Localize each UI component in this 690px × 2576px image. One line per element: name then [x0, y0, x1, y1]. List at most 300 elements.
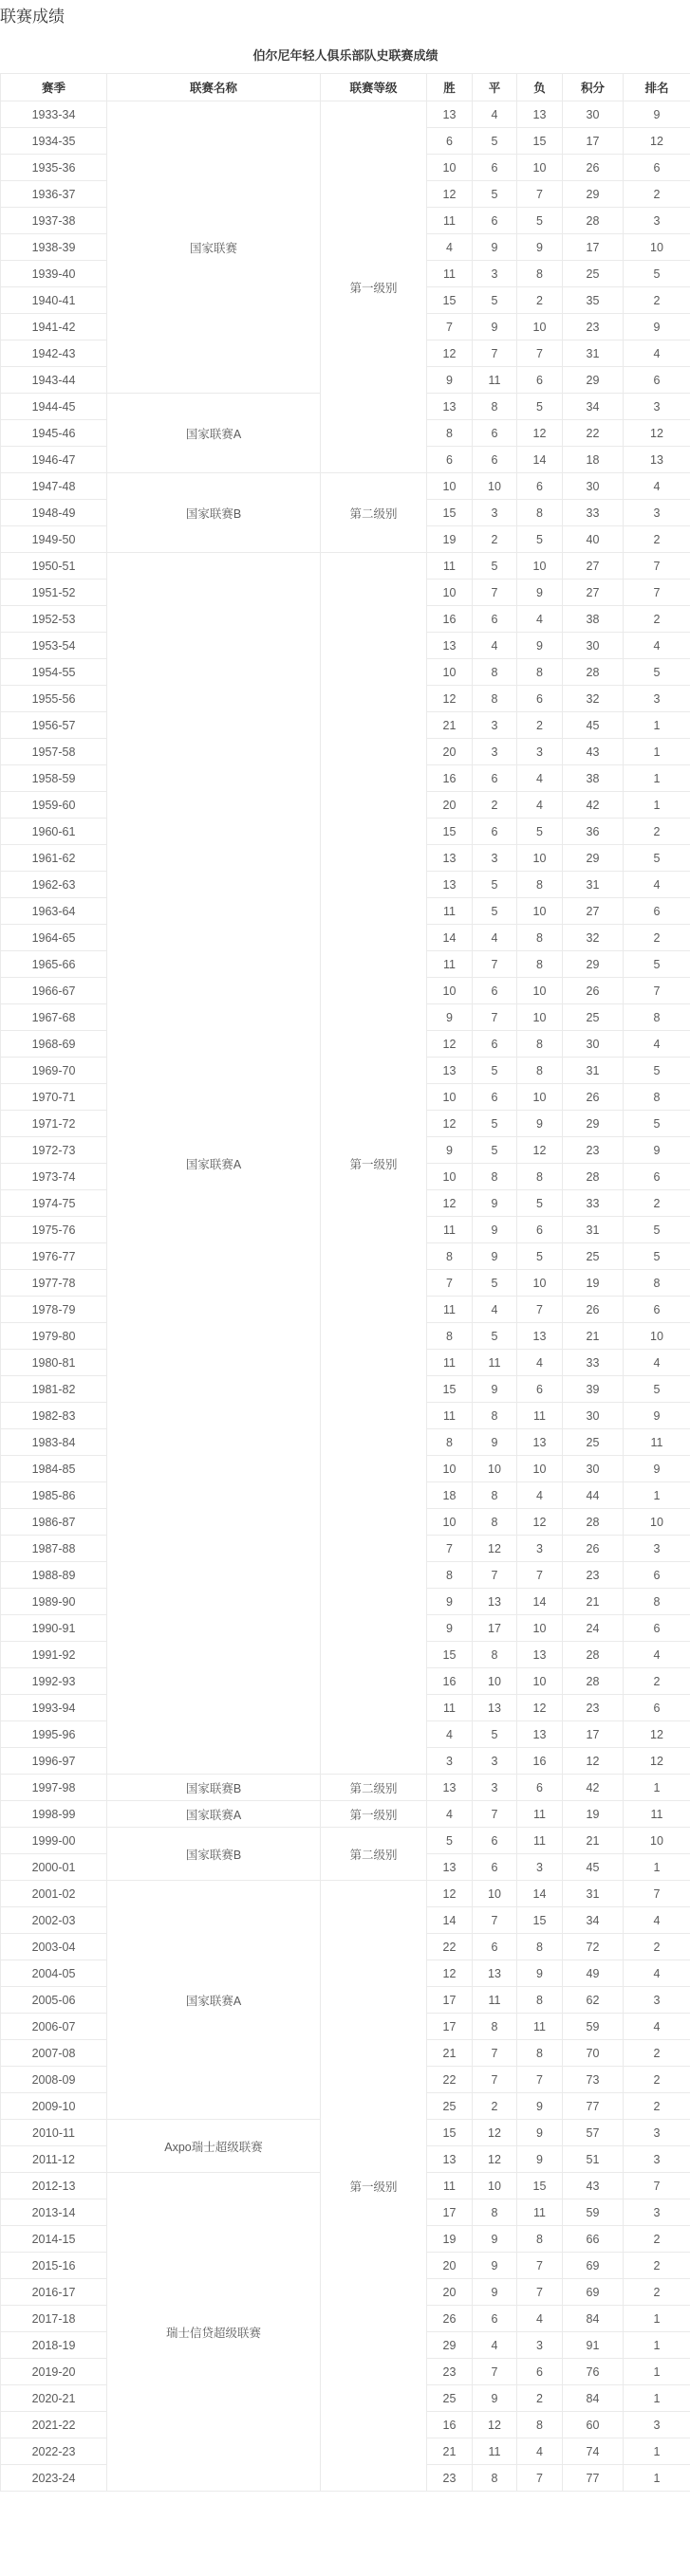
- wins-cell: 6: [427, 447, 473, 473]
- season-cell: 2004-05: [1, 1960, 107, 1987]
- points-cell: 44: [563, 1482, 624, 1509]
- losses-cell: 4: [517, 1482, 563, 1509]
- points-cell: 62: [563, 1987, 624, 2014]
- points-cell: 33: [563, 500, 624, 526]
- rank-cell: 2: [624, 2253, 690, 2279]
- draws-cell: 8: [473, 1403, 517, 1429]
- draws-cell: 8: [473, 1509, 517, 1536]
- losses-cell: 6: [517, 2359, 563, 2385]
- season-cell: 1992-93: [1, 1668, 107, 1695]
- losses-cell: 15: [517, 1907, 563, 1934]
- losses-cell: 5: [517, 819, 563, 845]
- losses-cell: 9: [517, 2093, 563, 2120]
- losses-cell: 6: [517, 686, 563, 712]
- rank-cell: 1: [624, 2438, 690, 2465]
- losses-cell: 11: [517, 1828, 563, 1854]
- points-cell: 28: [563, 1164, 624, 1190]
- draws-cell: 13: [473, 1589, 517, 1615]
- points-cell: 84: [563, 2385, 624, 2412]
- rank-cell: 9: [624, 314, 690, 340]
- draws-cell: 6: [473, 2306, 517, 2332]
- league-name-cell: 国家联赛B: [107, 473, 321, 553]
- wins-cell: 13: [427, 394, 473, 420]
- rank-cell: 6: [624, 1164, 690, 1190]
- losses-cell: 8: [517, 261, 563, 287]
- wins-cell: 17: [427, 1987, 473, 2014]
- wins-cell: 9: [427, 367, 473, 394]
- losses-cell: 6: [517, 1775, 563, 1801]
- season-cell: 1999-00: [1, 1828, 107, 1854]
- season-cell: 1960-61: [1, 819, 107, 845]
- losses-cell: 9: [517, 1111, 563, 1137]
- wins-cell: 15: [427, 500, 473, 526]
- points-cell: 66: [563, 2226, 624, 2253]
- rank-cell: 7: [624, 978, 690, 1004]
- losses-cell: 5: [517, 208, 563, 234]
- rank-cell: 2: [624, 925, 690, 951]
- losses-cell: 8: [517, 2040, 563, 2067]
- losses-cell: 8: [517, 500, 563, 526]
- season-cell: 1946-47: [1, 447, 107, 473]
- season-cell: 2021-22: [1, 2412, 107, 2438]
- wins-cell: 13: [427, 872, 473, 898]
- losses-cell: 7: [517, 1562, 563, 1589]
- points-cell: 33: [563, 1350, 624, 1376]
- rank-cell: 6: [624, 367, 690, 394]
- draws-cell: 4: [473, 1297, 517, 1323]
- rank-cell: 5: [624, 951, 690, 978]
- points-cell: 25: [563, 261, 624, 287]
- losses-cell: 14: [517, 1589, 563, 1615]
- rank-cell: 1: [624, 1775, 690, 1801]
- rank-cell: 10: [624, 1509, 690, 1536]
- season-cell: 2011-12: [1, 2146, 107, 2173]
- losses-cell: 7: [517, 2465, 563, 2492]
- season-cell: 1940-41: [1, 287, 107, 314]
- draws-cell: 12: [473, 2120, 517, 2146]
- losses-cell: 11: [517, 1801, 563, 1828]
- points-cell: 91: [563, 2332, 624, 2359]
- points-cell: 33: [563, 1190, 624, 1217]
- rank-cell: 2: [624, 2093, 690, 2120]
- rank-cell: 8: [624, 1084, 690, 1111]
- points-cell: 31: [563, 1058, 624, 1084]
- rank-cell: 3: [624, 2120, 690, 2146]
- rank-cell: 7: [624, 580, 690, 606]
- page: [0, 6, 690, 2492]
- wins-cell: 11: [427, 1297, 473, 1323]
- draws-cell: 8: [473, 394, 517, 420]
- losses-cell: 14: [517, 1881, 563, 1907]
- points-cell: 39: [563, 1376, 624, 1403]
- points-cell: 28: [563, 208, 624, 234]
- season-cell: 2001-02: [1, 1881, 107, 1907]
- rank-cell: 5: [624, 1376, 690, 1403]
- draws-cell: 8: [473, 1642, 517, 1668]
- points-cell: 51: [563, 2146, 624, 2173]
- draws-cell: 13: [473, 1695, 517, 1721]
- rank-cell: 9: [624, 101, 690, 128]
- draws-cell: 10: [473, 1456, 517, 1482]
- rank-cell: 2: [624, 526, 690, 553]
- rank-cell: 9: [624, 1456, 690, 1482]
- wins-cell: 26: [427, 2306, 473, 2332]
- losses-cell: 7: [517, 1297, 563, 1323]
- rank-cell: 10: [624, 234, 690, 261]
- losses-cell: 8: [517, 659, 563, 686]
- wins-cell: 20: [427, 739, 473, 765]
- league-name-cell: 国家联赛A: [107, 1881, 321, 2120]
- draws-cell: 3: [473, 712, 517, 739]
- table-row: [1, 473, 690, 500]
- rank-cell: 3: [624, 1536, 690, 1562]
- losses-cell: 13: [517, 1323, 563, 1350]
- losses-cell: 8: [517, 2226, 563, 2253]
- draws-cell: 9: [473, 1243, 517, 1270]
- season-cell: 1964-65: [1, 925, 107, 951]
- season-cell: 1997-98: [1, 1775, 107, 1801]
- draws-cell: 6: [473, 1854, 517, 1881]
- draws-cell: 6: [473, 155, 517, 181]
- rank-cell: 10: [624, 1828, 690, 1854]
- draws-cell: 11: [473, 1350, 517, 1376]
- wins-cell: 22: [427, 1934, 473, 1960]
- wins-cell: 8: [427, 1429, 473, 1456]
- wins-cell: 22: [427, 2067, 473, 2093]
- rank-cell: 2: [624, 2067, 690, 2093]
- season-cell: 2017-18: [1, 2306, 107, 2332]
- losses-cell: 10: [517, 1456, 563, 1482]
- draws-cell: 12: [473, 2146, 517, 2173]
- draws-cell: 11: [473, 2438, 517, 2465]
- losses-cell: 3: [517, 2332, 563, 2359]
- league-name-cell: 瑞士信贷超级联赛: [107, 2173, 321, 2492]
- rank-cell: 9: [624, 1403, 690, 1429]
- rank-cell: 4: [624, 1642, 690, 1668]
- rank-cell: 5: [624, 1058, 690, 1084]
- draws-cell: 3: [473, 1775, 517, 1801]
- results-tbody: [1, 101, 690, 2492]
- wins-cell: 11: [427, 951, 473, 978]
- rank-cell: 5: [624, 1217, 690, 1243]
- losses-cell: 13: [517, 1642, 563, 1668]
- rank-cell: 3: [624, 394, 690, 420]
- wins-cell: 29: [427, 2332, 473, 2359]
- points-cell: 60: [563, 2412, 624, 2438]
- points-cell: 22: [563, 420, 624, 447]
- wins-cell: 7: [427, 314, 473, 340]
- losses-cell: 10: [517, 898, 563, 925]
- wins-cell: 12: [427, 686, 473, 712]
- season-cell: 2010-11: [1, 2120, 107, 2146]
- points-cell: 27: [563, 898, 624, 925]
- points-cell: 25: [563, 1243, 624, 1270]
- table-row: [1, 1801, 690, 1828]
- league-name-cell: 国家联赛B: [107, 1775, 321, 1801]
- points-cell: 21: [563, 1828, 624, 1854]
- wins-cell: 23: [427, 2359, 473, 2385]
- rank-cell: 6: [624, 898, 690, 925]
- rank-cell: 2: [624, 1934, 690, 1960]
- draws-cell: 7: [473, 1004, 517, 1031]
- draws-cell: 6: [473, 978, 517, 1004]
- rank-cell: 2: [624, 287, 690, 314]
- losses-cell: 10: [517, 978, 563, 1004]
- draws-cell: 6: [473, 420, 517, 447]
- points-cell: 38: [563, 606, 624, 633]
- losses-cell: 7: [517, 2279, 563, 2306]
- rank-cell: 1: [624, 2465, 690, 2492]
- draws-cell: 9: [473, 2253, 517, 2279]
- wins-cell: 9: [427, 1615, 473, 1642]
- column-header-losses: 负: [517, 74, 563, 101]
- draws-cell: 7: [473, 340, 517, 367]
- draws-cell: 5: [473, 1058, 517, 1084]
- rank-cell: 2: [624, 1190, 690, 1217]
- points-cell: 40: [563, 526, 624, 553]
- rank-cell: 2: [624, 606, 690, 633]
- losses-cell: 3: [517, 1854, 563, 1881]
- rank-cell: 8: [624, 1270, 690, 1297]
- losses-cell: 10: [517, 845, 563, 872]
- rank-cell: 4: [624, 1960, 690, 1987]
- league-level-cell: 第一级别: [321, 553, 427, 1775]
- rank-cell: 1: [624, 2306, 690, 2332]
- season-cell: 1939-40: [1, 261, 107, 287]
- points-cell: 43: [563, 2173, 624, 2199]
- losses-cell: 8: [517, 1058, 563, 1084]
- wins-cell: 13: [427, 1775, 473, 1801]
- draws-cell: 7: [473, 580, 517, 606]
- wins-cell: 11: [427, 1350, 473, 1376]
- rank-cell: 4: [624, 1031, 690, 1058]
- points-cell: 74: [563, 2438, 624, 2465]
- points-cell: 84: [563, 2306, 624, 2332]
- losses-cell: 13: [517, 1429, 563, 1456]
- season-cell: 1963-64: [1, 898, 107, 925]
- wins-cell: 23: [427, 2465, 473, 2492]
- column-header-points: 积分: [563, 74, 624, 101]
- wins-cell: 21: [427, 2438, 473, 2465]
- league-name-cell: 国家联赛: [107, 101, 321, 394]
- wins-cell: 7: [427, 1270, 473, 1297]
- rank-cell: 1: [624, 1854, 690, 1881]
- wins-cell: 13: [427, 633, 473, 659]
- wins-cell: 16: [427, 606, 473, 633]
- points-cell: 28: [563, 659, 624, 686]
- losses-cell: 9: [517, 1960, 563, 1987]
- losses-cell: 10: [517, 1270, 563, 1297]
- wins-cell: 10: [427, 978, 473, 1004]
- draws-cell: 8: [473, 686, 517, 712]
- points-cell: 23: [563, 1695, 624, 1721]
- points-cell: 27: [563, 553, 624, 580]
- table-row: [1, 553, 690, 580]
- season-cell: 1955-56: [1, 686, 107, 712]
- wins-cell: 10: [427, 1509, 473, 1536]
- losses-cell: 2: [517, 287, 563, 314]
- points-cell: 35: [563, 287, 624, 314]
- draws-cell: 11: [473, 1987, 517, 2014]
- season-cell: 1948-49: [1, 500, 107, 526]
- table-row: [1, 1881, 690, 1907]
- rank-cell: 1: [624, 792, 690, 819]
- points-cell: 42: [563, 1775, 624, 1801]
- losses-cell: 5: [517, 394, 563, 420]
- wins-cell: 12: [427, 1111, 473, 1137]
- rank-cell: 4: [624, 633, 690, 659]
- losses-cell: 7: [517, 181, 563, 208]
- losses-cell: 15: [517, 128, 563, 155]
- losses-cell: 11: [517, 2014, 563, 2040]
- season-cell: 2015-16: [1, 2253, 107, 2279]
- draws-cell: 5: [473, 553, 517, 580]
- losses-cell: 14: [517, 447, 563, 473]
- wins-cell: 11: [427, 2173, 473, 2199]
- draws-cell: 5: [473, 1111, 517, 1137]
- points-cell: 31: [563, 1217, 624, 1243]
- league-name-cell: 国家联赛A: [107, 394, 321, 473]
- draws-cell: 9: [473, 314, 517, 340]
- season-cell: 2000-01: [1, 1854, 107, 1881]
- points-cell: 30: [563, 473, 624, 500]
- season-cell: 1974-75: [1, 1190, 107, 1217]
- losses-cell: 4: [517, 765, 563, 792]
- season-cell: 1944-45: [1, 394, 107, 420]
- draws-cell: 10: [473, 1668, 517, 1695]
- wins-cell: 10: [427, 659, 473, 686]
- rank-cell: 4: [624, 1350, 690, 1376]
- losses-cell: 5: [517, 1243, 563, 1270]
- season-cell: 2005-06: [1, 1987, 107, 2014]
- draws-cell: 3: [473, 845, 517, 872]
- rank-cell: 10: [624, 1323, 690, 1350]
- rank-cell: 1: [624, 739, 690, 765]
- season-cell: 2016-17: [1, 2279, 107, 2306]
- draws-cell: 10: [473, 1881, 517, 1907]
- points-cell: 24: [563, 1615, 624, 1642]
- league-level-cell: 第二级别: [321, 1775, 427, 1801]
- wins-cell: 3: [427, 1748, 473, 1775]
- draws-cell: 8: [473, 2014, 517, 2040]
- wins-cell: 8: [427, 420, 473, 447]
- points-cell: 25: [563, 1429, 624, 1456]
- draws-cell: 10: [473, 473, 517, 500]
- rank-cell: 2: [624, 2279, 690, 2306]
- draws-cell: 8: [473, 659, 517, 686]
- points-cell: 18: [563, 447, 624, 473]
- draws-cell: 5: [473, 898, 517, 925]
- rank-cell: 3: [624, 2146, 690, 2173]
- season-cell: 2022-23: [1, 2438, 107, 2465]
- season-cell: 1968-69: [1, 1031, 107, 1058]
- rank-cell: 3: [624, 2412, 690, 2438]
- points-cell: 32: [563, 925, 624, 951]
- season-cell: 1980-81: [1, 1350, 107, 1376]
- draws-cell: 3: [473, 500, 517, 526]
- wins-cell: 11: [427, 261, 473, 287]
- season-cell: 1957-58: [1, 739, 107, 765]
- losses-cell: 12: [517, 1695, 563, 1721]
- wins-cell: 15: [427, 287, 473, 314]
- draws-cell: 6: [473, 1084, 517, 1111]
- season-cell: 1961-62: [1, 845, 107, 872]
- wins-cell: 20: [427, 2253, 473, 2279]
- wins-cell: 13: [427, 1058, 473, 1084]
- wins-cell: 4: [427, 1721, 473, 1748]
- draws-cell: 6: [473, 208, 517, 234]
- column-header-draws: 平: [473, 74, 517, 101]
- rank-cell: 4: [624, 872, 690, 898]
- draws-cell: 4: [473, 633, 517, 659]
- losses-cell: 16: [517, 1748, 563, 1775]
- draws-cell: 5: [473, 1323, 517, 1350]
- season-cell: 1959-60: [1, 792, 107, 819]
- losses-cell: 6: [517, 1217, 563, 1243]
- season-cell: 1933-34: [1, 101, 107, 128]
- draws-cell: 13: [473, 1960, 517, 1987]
- season-cell: 1977-78: [1, 1270, 107, 1297]
- draws-cell: 5: [473, 287, 517, 314]
- table-row: [1, 101, 690, 128]
- season-cell: 2020-21: [1, 2385, 107, 2412]
- points-cell: 59: [563, 2199, 624, 2226]
- season-cell: 1982-83: [1, 1403, 107, 1429]
- rank-cell: 12: [624, 128, 690, 155]
- season-cell: 1975-76: [1, 1217, 107, 1243]
- season-cell: 1971-72: [1, 1111, 107, 1137]
- draws-cell: 6: [473, 1031, 517, 1058]
- rank-cell: 4: [624, 340, 690, 367]
- season-cell: 1998-99: [1, 1801, 107, 1828]
- losses-cell: 2: [517, 2385, 563, 2412]
- wins-cell: 9: [427, 1589, 473, 1615]
- wins-cell: 13: [427, 1854, 473, 1881]
- wins-cell: 6: [427, 128, 473, 155]
- points-cell: 45: [563, 1854, 624, 1881]
- losses-cell: 4: [517, 606, 563, 633]
- points-cell: 69: [563, 2253, 624, 2279]
- wins-cell: 4: [427, 234, 473, 261]
- rank-cell: 2: [624, 819, 690, 845]
- losses-cell: 3: [517, 1536, 563, 1562]
- draws-cell: 6: [473, 1934, 517, 1960]
- season-cell: 2002-03: [1, 1907, 107, 1934]
- season-cell: 2013-14: [1, 2199, 107, 2226]
- draws-cell: 7: [473, 2067, 517, 2093]
- points-cell: 36: [563, 819, 624, 845]
- wins-cell: 13: [427, 845, 473, 872]
- wins-cell: 10: [427, 155, 473, 181]
- draws-cell: 2: [473, 2093, 517, 2120]
- wins-cell: 12: [427, 1031, 473, 1058]
- losses-cell: 2: [517, 712, 563, 739]
- losses-cell: 8: [517, 2412, 563, 2438]
- column-header-rank: 排名: [624, 74, 690, 101]
- league-name-cell: 国家联赛A: [107, 553, 321, 1775]
- season-cell: 1967-68: [1, 1004, 107, 1031]
- rank-cell: 12: [624, 420, 690, 447]
- draws-cell: 6: [473, 447, 517, 473]
- wins-cell: 13: [427, 2146, 473, 2173]
- wins-cell: 9: [427, 1137, 473, 1164]
- season-cell: 1983-84: [1, 1429, 107, 1456]
- wins-cell: 12: [427, 1190, 473, 1217]
- season-cell: 1976-77: [1, 1243, 107, 1270]
- section-title: 联赛成绩: [0, 8, 65, 26]
- draws-cell: 5: [473, 181, 517, 208]
- losses-cell: 9: [517, 580, 563, 606]
